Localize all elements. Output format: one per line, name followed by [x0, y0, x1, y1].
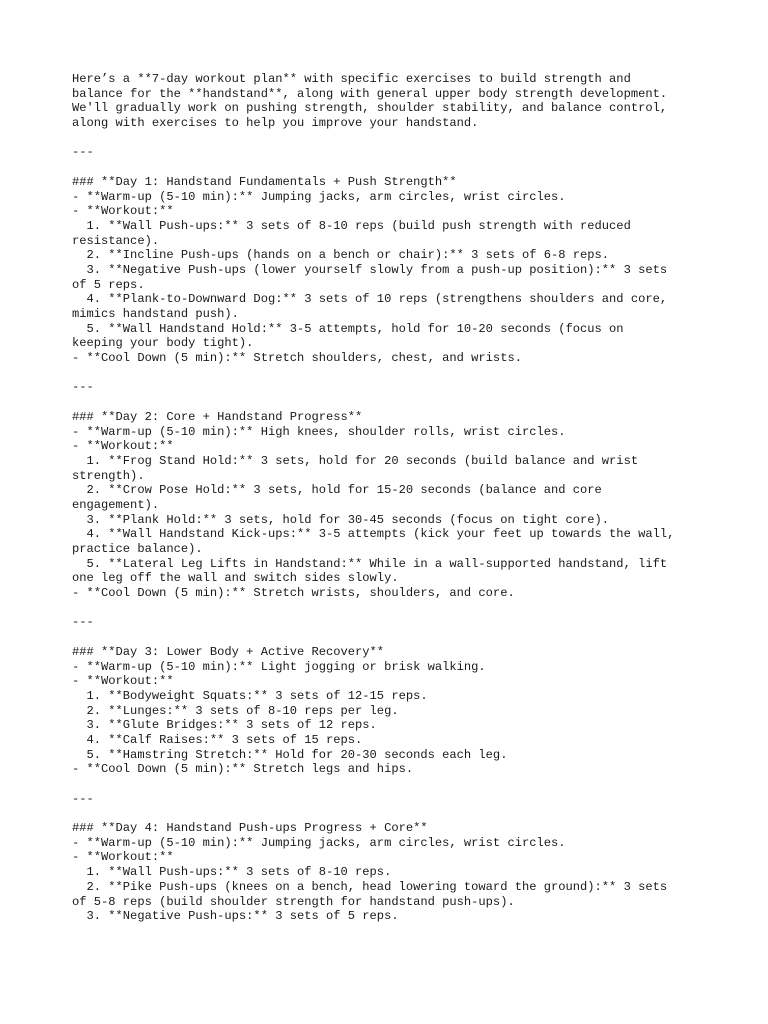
blank-line — [72, 131, 712, 146]
exercise-line: 5. **Wall Handstand Hold:** 3-5 attempts, hold for 10-20 seconds (focus on — [72, 321, 624, 336]
exercise-line: 4. **Calf Raises:** 3 sets of 15 reps. — [72, 732, 363, 747]
blank-line — [72, 601, 712, 616]
warmup-line: - **Warm-up (5-10 min):** Light jogging or brisk walking. — [72, 659, 486, 674]
blank-line — [72, 630, 712, 645]
exercise-line: 1. **Frog Stand Hold:** 3 sets, hold for 20 seconds (build balance and wrist — [72, 453, 639, 468]
exercise-line: of 5-8 reps (build shoulder strength for handstand push-ups). — [72, 894, 515, 909]
exercise-line: one leg off the wall and switch sides slowly. — [72, 571, 399, 586]
exercise-line: engagement). — [72, 497, 160, 512]
exercise-line: 4. **Plank-to-Downward Dog:** 3 sets of 10 reps (strengthens shoulders and core, — [72, 292, 668, 307]
warmup-line: - **Warm-up (5-10 min):** Jumping jacks, arm circles, wrist circles. — [72, 835, 566, 850]
exercise-line: 4. **Wall Handstand Kick-ups:** 3-5 attempts (kick your feet up towards the wall, — [72, 527, 675, 542]
intro-line: along with exercises to help you improve your handstand. — [72, 116, 479, 131]
exercise-line: 2. **Crow Pose Hold:** 3 sets, hold for 15-20 seconds (balance and core — [72, 483, 602, 498]
divider-line: --- — [72, 145, 94, 160]
warmup-line: - **Warm-up (5-10 min):** High knees, shoulder rolls, wrist circles. — [72, 424, 566, 439]
exercise-line: practice balance). — [72, 542, 203, 556]
workout-label: - **Workout:** — [72, 204, 174, 219]
exercise-line: of 5 reps. — [72, 277, 145, 292]
day-2-heading: ### **Day 2: Core + Handstand Progress** — [72, 409, 363, 424]
day-3-heading: ### **Day 3: Lower Body + Active Recovery** — [72, 644, 385, 659]
intro-line: We'll gradually work on pushing strength, shoulder stability, and balance control, — [72, 101, 668, 116]
blank-line — [72, 160, 712, 175]
exercise-line: 1. **Wall Push-ups:** 3 sets of 8-10 reps (build push strength with reduced — [72, 218, 631, 233]
day-4-heading: ### **Day 4: Handstand Push-ups Progress + Core** — [72, 821, 428, 836]
exercise-line: 1. **Bodyweight Squats:** 3 sets of 12-15 reps. — [72, 688, 428, 703]
exercise-line: strength). — [72, 468, 145, 483]
divider-line: --- — [72, 380, 94, 395]
cooldown-line: - **Cool Down (5 min):** Stretch legs and hips. — [72, 762, 414, 777]
workout-label: - **Workout:** — [72, 674, 174, 689]
cooldown-line: - **Cool Down (5 min):** Stretch wrists, shoulders, and core. — [72, 586, 515, 601]
exercise-line: 2. **Pike Push-ups (knees on a bench, head lowering toward the ground):** 3 sets — [72, 879, 668, 894]
intro-line: balance for the **handstand**, along with general upper body strength development. — [72, 86, 668, 101]
blank-line — [72, 366, 712, 381]
workout-label: - **Workout:** — [72, 439, 174, 454]
divider-line: --- — [72, 791, 94, 806]
day-1-heading: ### **Day 1: Handstand Fundamentals + Push Strength** — [72, 174, 457, 189]
exercise-line: resistance). — [72, 233, 160, 248]
document-body — [72, 72, 712, 924]
exercise-line: keeping your body tight). — [72, 336, 254, 351]
exercise-line: 3. **Negative Push-ups (lower yourself slowly from a push-up position):** 3 sets — [72, 262, 668, 277]
intro-line: Here’s a **7-day workout plan** with specific exercises to build strength and — [72, 72, 631, 86]
exercise-line: 1. **Wall Push-ups:** 3 sets of 8-10 reps. — [72, 865, 392, 880]
workout-label: - **Workout:** — [72, 850, 174, 865]
blank-line — [72, 395, 712, 410]
warmup-line: - **Warm-up (5-10 min):** Jumping jacks, arm circles, wrist circles. — [72, 189, 566, 204]
exercise-line: 2. **Lunges:** 3 sets of 8-10 reps per leg. — [72, 703, 399, 718]
blank-line — [72, 777, 712, 792]
exercise-line: 2. **Incline Push-ups (hands on a bench or chair):** 3 sets of 6-8 reps. — [72, 248, 610, 263]
exercise-line: 5. **Lateral Leg Lifts in Handstand:** While in a wall-supported handstand, lift — [72, 556, 668, 571]
blank-line — [72, 806, 712, 821]
exercise-line: 3. **Glute Bridges:** 3 sets of 12 reps. — [72, 718, 377, 733]
exercise-line: 3. **Negative Push-ups:** 3 sets of 5 reps. — [72, 909, 399, 924]
exercise-line: 3. **Plank Hold:** 3 sets, hold for 30-45 seconds (focus on tight core). — [72, 512, 610, 527]
exercise-line: mimics handstand push). — [72, 307, 239, 321]
exercise-line: 5. **Hamstring Stretch:** Hold for 20-30 seconds each leg. — [72, 747, 508, 762]
divider-line: --- — [72, 615, 94, 630]
cooldown-line: - **Cool Down (5 min):** Stretch shoulders, chest, and wrists. — [72, 351, 522, 366]
